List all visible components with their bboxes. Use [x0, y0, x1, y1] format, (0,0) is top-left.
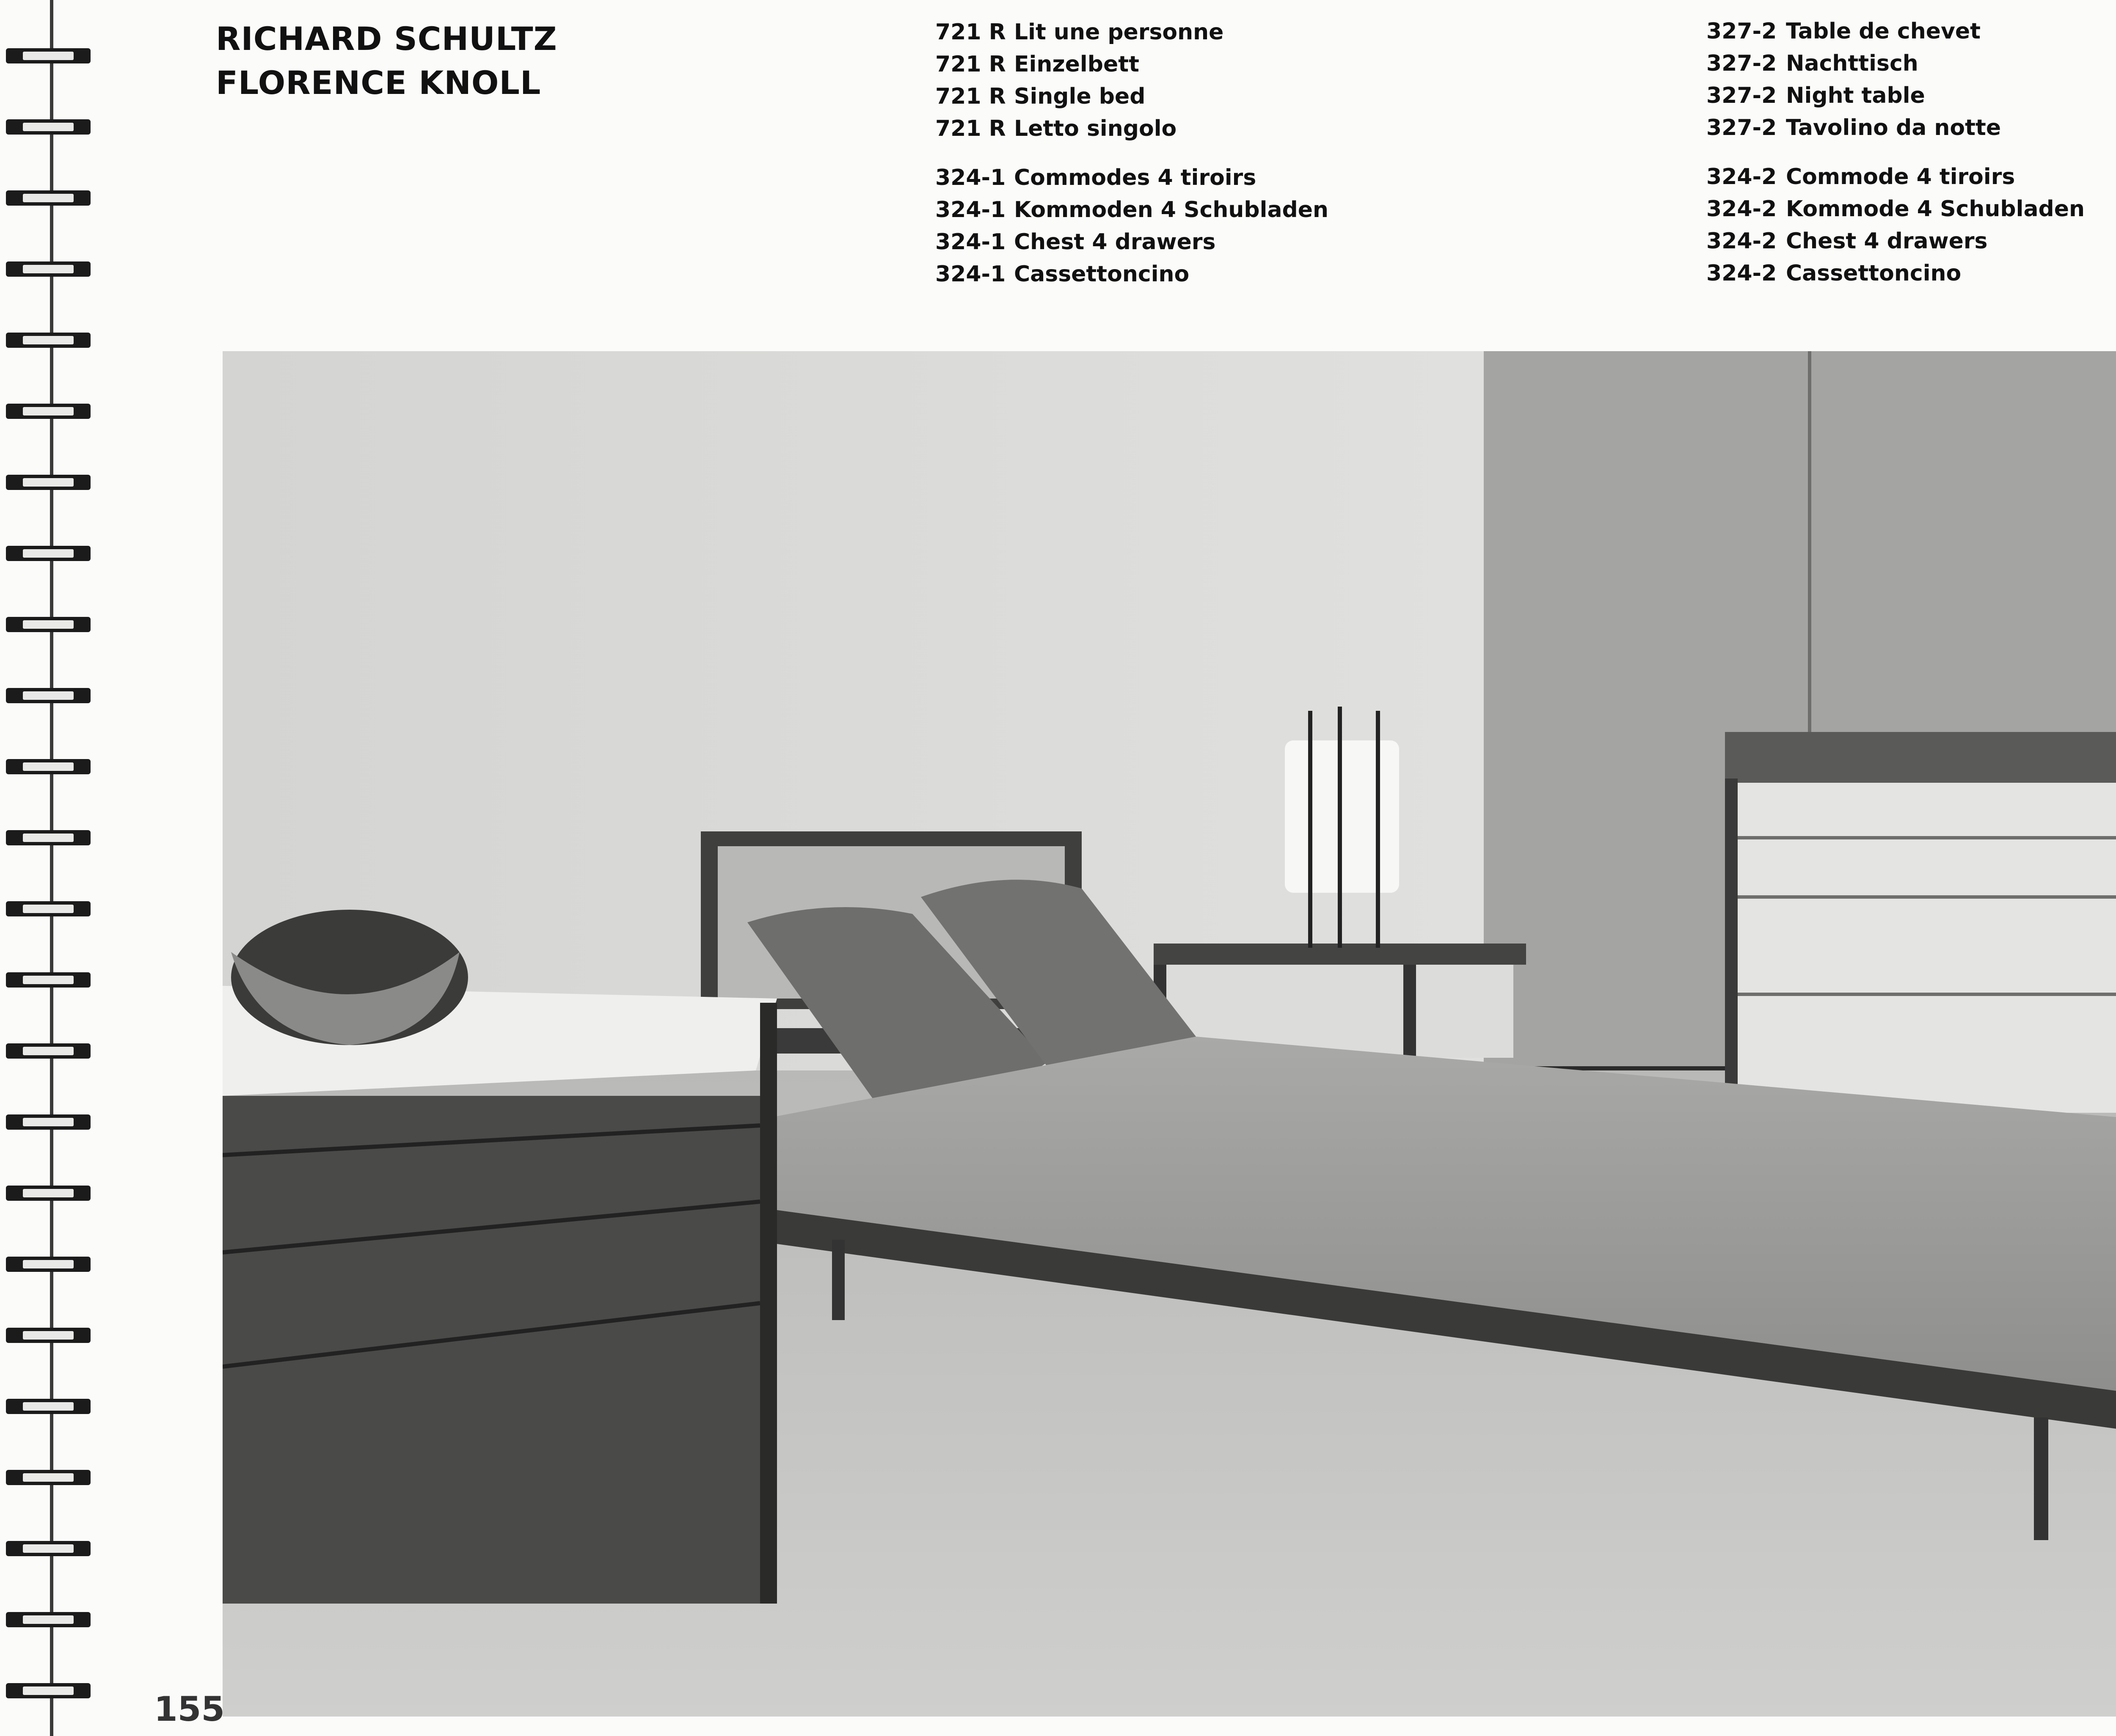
product-code: 327-2	[1706, 19, 1777, 44]
product-label: Night table	[1786, 83, 1925, 108]
product-list-right	[1706, 15, 2085, 289]
product-code: 324-1	[935, 261, 1006, 287]
product-code: 324-2	[1706, 228, 1777, 254]
product-line	[935, 226, 1328, 258]
product-line	[1706, 80, 2085, 112]
binding-ring	[6, 256, 91, 283]
product-code: 327-2	[1706, 51, 1777, 76]
product-code: 327-2	[1706, 83, 1777, 108]
product-label: Table de chevet	[1786, 19, 1981, 44]
binding-ring	[6, 1606, 91, 1633]
binding-ring	[6, 1322, 91, 1349]
binding-ring	[6, 184, 91, 212]
chest-body	[1733, 783, 2116, 1113]
product-code: 324-1	[935, 165, 1006, 190]
product-group	[935, 162, 1328, 290]
product-line	[1706, 47, 2085, 80]
product-group	[1706, 15, 2085, 144]
product-group	[935, 16, 1328, 145]
product-line	[935, 48, 1328, 80]
product-code: 721 R	[935, 52, 1006, 77]
designer-name: FLORENCE KNOLL	[216, 64, 541, 102]
binding-ring	[6, 966, 91, 993]
product-label: Cassettoncino	[1014, 261, 1190, 287]
chest-top	[1725, 732, 2116, 783]
page-number: 155	[154, 1689, 225, 1729]
binding-ring	[6, 1109, 91, 1136]
product-line	[1706, 193, 2085, 225]
binding-ring	[6, 753, 91, 780]
bed-leg	[832, 1240, 845, 1320]
product-code: 721 R	[935, 116, 1006, 141]
binding-ring	[6, 398, 91, 425]
product-label: Commode 4 tiroirs	[1786, 164, 2015, 190]
binding-ring	[6, 1251, 91, 1278]
left-chest-body	[223, 1096, 760, 1604]
product-code: 324-2	[1706, 164, 1777, 190]
designer-names	[216, 17, 557, 105]
binding-ring	[6, 1464, 91, 1491]
product-code: 721 R	[935, 84, 1006, 109]
product-code: 324-1	[935, 229, 1006, 255]
product-line	[935, 258, 1328, 290]
product-label: Commodes 4 tiroirs	[1014, 165, 1256, 190]
binding-ring	[6, 1677, 91, 1704]
product-line	[1706, 112, 2085, 144]
bed-leg	[2034, 1417, 2048, 1540]
product-label: Chest 4 drawers	[1786, 228, 1988, 254]
product-label: Einzelbett	[1014, 52, 1139, 77]
product-label: Letto singolo	[1014, 116, 1177, 141]
product-code: 324-2	[1706, 261, 1777, 286]
product-line	[1706, 257, 2085, 289]
bedroom-photo-drawing	[223, 351, 2116, 1717]
product-code: 327-2	[1706, 115, 1777, 140]
binding-ring	[6, 540, 91, 567]
product-label: Single bed	[1014, 84, 1146, 109]
product-line	[935, 16, 1328, 48]
designer-name: RICHARD SCHULTZ	[216, 20, 557, 58]
product-list-left	[935, 16, 1328, 290]
product-code: 324-2	[1706, 196, 1777, 222]
binding-ring	[6, 113, 91, 140]
left-chest-leg	[760, 1003, 777, 1604]
product-line	[1706, 225, 2085, 257]
spiral-binding	[0, 0, 102, 1736]
product-code: 324-1	[935, 197, 1006, 223]
binding-ring	[6, 1535, 91, 1562]
binding-ring	[6, 1180, 91, 1207]
binding-ring	[6, 327, 91, 354]
product-code: 721 R	[935, 19, 1006, 45]
binding-ring	[6, 469, 91, 496]
product-line	[1706, 15, 2085, 47]
product-label: Chest 4 drawers	[1014, 229, 1216, 255]
product-line	[935, 194, 1328, 226]
bedroom-photo	[223, 351, 2116, 1717]
binding-ring	[6, 682, 91, 709]
product-label: Nachttisch	[1786, 51, 1918, 76]
binding-ring	[6, 895, 91, 922]
product-label: Lit une personne	[1014, 19, 1224, 45]
binding-ring	[6, 42, 91, 69]
product-line	[1706, 161, 2085, 193]
product-label: Cassettoncino	[1786, 261, 1962, 286]
product-label: Tavolino da notte	[1786, 115, 2001, 140]
product-line	[935, 80, 1328, 113]
binding-ring	[6, 824, 91, 851]
product-line	[935, 113, 1328, 145]
product-label: Kommode 4 Schubladen	[1786, 196, 2085, 222]
binding-ring	[6, 1037, 91, 1065]
product-label: Kommoden 4 Schubladen	[1014, 197, 1329, 223]
product-group	[1706, 161, 2085, 289]
binding-ring	[6, 611, 91, 638]
product-line	[935, 162, 1328, 194]
binding-ring	[6, 1393, 91, 1420]
